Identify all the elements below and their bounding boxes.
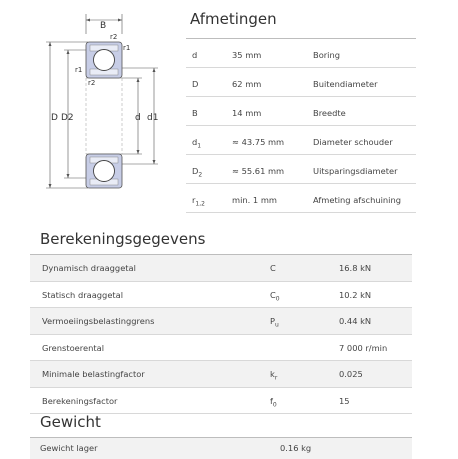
table-row xyxy=(30,308,412,335)
label-r1-top: r1 xyxy=(123,44,131,52)
dimension-symbol: B xyxy=(192,108,198,118)
gewicht-table xyxy=(30,437,412,459)
dimension-description: Buitendiameter xyxy=(313,79,378,89)
calc-value: 0.025 xyxy=(339,369,363,379)
table-row xyxy=(30,437,412,459)
berekeningsgegevens-table xyxy=(30,254,412,414)
calc-label: Vermoeiingsbelastinggrens xyxy=(42,316,155,326)
table-row xyxy=(186,126,416,155)
weight-value: 0.16 kg xyxy=(280,443,312,453)
calc-symbol: $k_r$ xyxy=(270,369,278,382)
label-d: d xyxy=(135,113,141,123)
dimension-description: Breedte xyxy=(313,108,346,118)
table-row xyxy=(186,68,416,97)
label-d1: d1 xyxy=(147,113,159,123)
calc-label: Grenstoerental xyxy=(42,342,105,353)
table-row xyxy=(186,97,416,126)
dimension-symbol: d xyxy=(192,50,198,60)
dimension-symbol: $r_{1,2}$ xyxy=(192,195,205,208)
calc-symbol: $P_u$ xyxy=(270,316,279,329)
calc-value: 7 000 r/min xyxy=(339,342,388,353)
dimension-value: 62 mm xyxy=(232,79,262,89)
calc-value: 0.44 kN xyxy=(339,316,372,326)
dimension-value: 14 mm xyxy=(232,108,262,118)
label-r2-top: r2 xyxy=(110,33,118,41)
calc-label: Berekeningsfactor xyxy=(42,395,118,406)
label-D: D xyxy=(51,113,58,123)
weight-label: Gewicht lager xyxy=(40,443,98,453)
table-row xyxy=(30,282,412,309)
label-D2: D2 xyxy=(61,113,74,123)
dimension-description: Diameter schouder xyxy=(313,137,393,147)
gewicht-title: Gewicht xyxy=(40,413,101,431)
calc-label: Minimale belastingfactor xyxy=(42,369,145,379)
dimension-symbol: $D_2$ xyxy=(192,166,203,179)
afmetingen-table xyxy=(186,38,416,213)
dimension-description: Boring xyxy=(313,50,341,60)
table-row xyxy=(30,388,412,415)
dimension-symbol: D xyxy=(192,79,199,89)
dimension-value: ≈ 43.75 mm xyxy=(232,137,285,147)
label-r1-left: r1 xyxy=(75,66,83,74)
dimension-description: Uitsparingsdiameter xyxy=(313,166,398,176)
table-row xyxy=(186,38,416,68)
dimension-value: ≈ 55.61 mm xyxy=(232,166,285,176)
calc-value: 16.8 kN xyxy=(339,263,372,273)
dimension-value: 35 mm xyxy=(232,50,262,60)
calc-symbol: $f_0$ xyxy=(270,395,277,409)
table-row xyxy=(186,184,416,213)
berekeningsgegevens-title: Berekeningsgegevens xyxy=(40,230,206,248)
bearing-cross-section-drawing xyxy=(30,12,180,212)
label-B: B xyxy=(100,21,107,31)
calc-label: Dynamisch draaggetal xyxy=(42,263,136,273)
dimension-symbol: $d_1$ xyxy=(192,137,202,150)
table-row xyxy=(30,361,412,388)
dimension-description: Afmeting afschuining xyxy=(313,195,402,205)
table-row xyxy=(30,335,412,362)
table-row xyxy=(186,155,416,184)
afmetingen-title: Afmetingen xyxy=(190,10,277,28)
dimension-value: min. 1 mm xyxy=(232,195,278,205)
calc-value: 10.2 kN xyxy=(339,289,372,300)
calc-symbol: $C_0$ xyxy=(270,289,280,303)
label-r2-mid: r2 xyxy=(88,79,96,87)
calc-symbol: C xyxy=(270,263,276,273)
calc-label: Statisch draaggetal xyxy=(42,289,124,300)
calc-value: 15 xyxy=(339,395,350,406)
table-row xyxy=(30,254,412,282)
